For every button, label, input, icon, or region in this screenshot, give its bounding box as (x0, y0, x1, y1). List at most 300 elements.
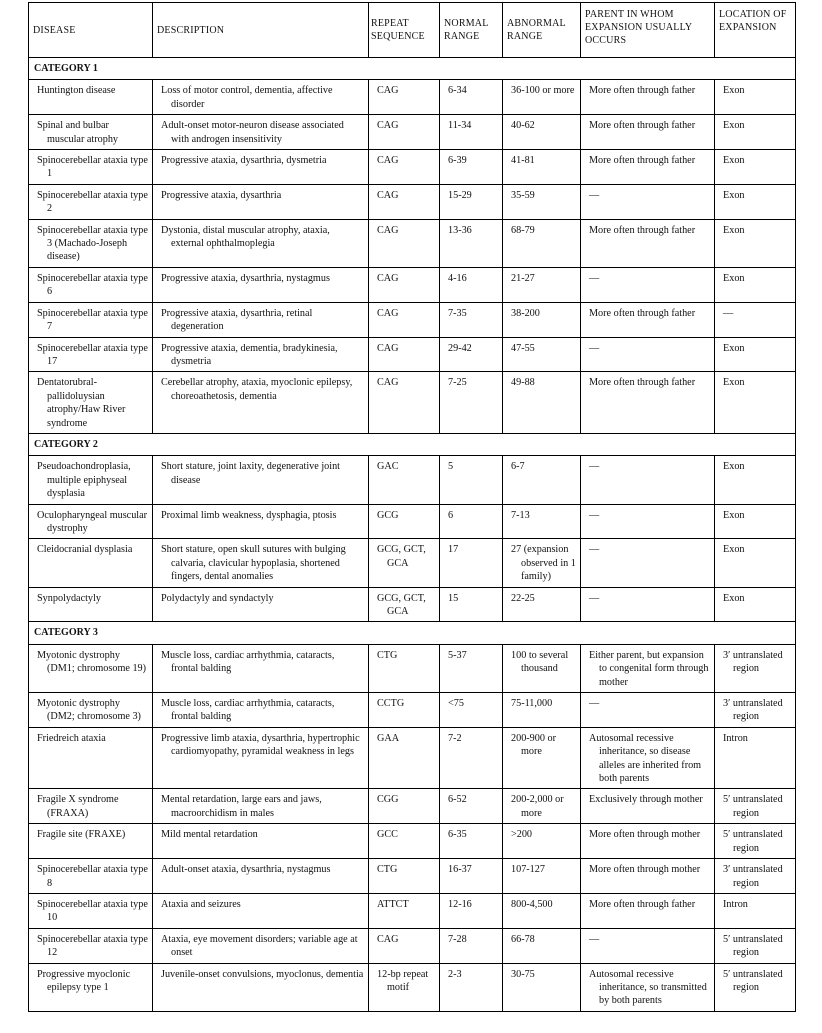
repeat-sequence-text: GAC (377, 461, 399, 473)
cell-location (715, 789, 796, 824)
cell-description (153, 587, 369, 622)
cell-description (153, 219, 369, 267)
category-label: CATEGORY 1 (29, 58, 796, 80)
location-text: Exon (723, 544, 745, 556)
table-row (29, 456, 796, 504)
table-row (29, 150, 796, 185)
repeat-sequence-text: GCC (377, 829, 398, 841)
cell-parent (581, 539, 715, 587)
parent-text: Exclusively through mother (589, 794, 703, 806)
cell-abnormal-range (503, 150, 581, 185)
disease-text: Spinocerebellar ataxia type 2 (37, 189, 148, 215)
cell-normal-range (440, 539, 503, 587)
parent-text: More often through father (589, 85, 696, 97)
cell-parent (581, 372, 715, 434)
cell-disease (29, 928, 153, 963)
header-row (29, 3, 796, 58)
parent-text: — (589, 461, 600, 473)
description-text: Proximal limb weakness, dysphagia, ptosis (161, 509, 337, 521)
location-text: Exon (723, 85, 745, 97)
cell-disease (29, 727, 153, 789)
cell-location (715, 219, 796, 267)
abnormal-range-text: 27 (expansion observed in 1 family) (511, 544, 576, 583)
disease-text: Spinal and bulbar muscular atrophy (37, 120, 119, 145)
cell-repeat-sequence (369, 644, 440, 692)
table-row (29, 963, 796, 1011)
cell-normal-range (440, 587, 503, 622)
description-text: Ataxia, eye movement disorders; variable age at onset (161, 933, 358, 959)
cell-normal-range (440, 184, 503, 219)
category-label: CATEGORY 3 (29, 622, 796, 644)
cell-abnormal-range (503, 963, 581, 1011)
parent-text: Autosomal recessive inheritance, so disease alleles are inherited from both parents (589, 732, 702, 785)
normal-range-text: 5 (448, 461, 454, 473)
location-text: Exon (723, 509, 745, 521)
cell-location (715, 824, 796, 859)
repeat-sequence-text: ATTCT (377, 898, 409, 910)
description-text: Short stature, joint laxity, degenerative joint disease (161, 461, 340, 486)
parent-text: — (589, 698, 600, 710)
repeat-sequence-text: GCG (377, 509, 399, 521)
cell-disease (29, 456, 153, 504)
cell-parent (581, 693, 715, 728)
normal-range-text: 15 (448, 592, 459, 604)
table-row (29, 644, 796, 692)
cell-parent (581, 859, 715, 894)
cell-location (715, 337, 796, 372)
parent-text: Autosomal recessive inheritance, so transmitted by both parents (589, 968, 707, 1007)
cell-repeat-sequence (369, 372, 440, 434)
table-row (29, 372, 796, 434)
table-row (29, 80, 796, 115)
header-abnormal-range: ABNORMAL RANGE (503, 3, 581, 58)
abnormal-range-text: 41-81 (511, 155, 535, 167)
parent-text: More often through father (589, 377, 696, 389)
category-row (29, 622, 796, 644)
normal-range-text: 7-35 (448, 307, 467, 319)
disease-text: Spinocerebellar ataxia type 17 (37, 342, 148, 367)
normal-range-text: 6 (448, 509, 454, 521)
cell-location (715, 539, 796, 587)
description-text: Progressive ataxia, dementia, bradykinesia, dysmetria (161, 342, 338, 367)
cell-abnormal-range (503, 928, 581, 963)
location-text: Exon (723, 224, 745, 236)
parent-text: — (589, 272, 600, 284)
description-text: Progressive ataxia, dysarthria, dysmetria (161, 155, 327, 167)
repeat-sequence-text: CAG (377, 85, 399, 97)
cell-repeat-sequence (369, 539, 440, 587)
repeat-sequence-text: CAG (377, 307, 399, 319)
location-text: Exon (723, 272, 745, 284)
repeat-sequence-text: CAG (377, 189, 399, 201)
cell-abnormal-range (503, 80, 581, 115)
cell-parent (581, 824, 715, 859)
normal-range-text: 17 (448, 544, 459, 556)
cell-parent (581, 219, 715, 267)
location-text: Intron (723, 898, 748, 910)
repeat-sequence-text: CCTG (377, 698, 405, 710)
cell-location (715, 115, 796, 150)
header-repeat-sequence: REPEAT SEQUENCE (369, 3, 440, 58)
abnormal-range-text: 6-7 (511, 461, 525, 473)
table-row (29, 115, 796, 150)
normal-range-text: 6-34 (448, 85, 467, 97)
description-text: Juvenile-onset convulsions, myoclonus, dementia (161, 968, 364, 980)
location-text: 3′ untranslated region (723, 649, 783, 675)
disease-text: Dentatorubral-pallidoluysian atrophy/Haw River syndrome (37, 377, 126, 429)
abnormal-range-text: 35-59 (511, 189, 535, 201)
abnormal-range-text: 100 to several thousand (511, 649, 569, 675)
cell-abnormal-range (503, 859, 581, 894)
normal-range-text: 6-35 (448, 829, 467, 841)
abnormal-range-text: 7-13 (511, 509, 530, 521)
cell-repeat-sequence (369, 184, 440, 219)
cell-disease (29, 963, 153, 1011)
disease-text: Spinocerebellar ataxia type 8 (37, 864, 148, 889)
cell-description (153, 372, 369, 434)
cell-normal-range (440, 456, 503, 504)
cell-repeat-sequence (369, 928, 440, 963)
disease-text: Pseudoachondroplasia, multiple epiphyseal dysplasia (37, 461, 131, 500)
cell-normal-range (440, 267, 503, 302)
cell-location (715, 893, 796, 928)
normal-range-text: 4-16 (448, 272, 467, 284)
table-row (29, 727, 796, 789)
cell-disease (29, 539, 153, 587)
cell-description (153, 727, 369, 789)
cell-disease (29, 789, 153, 824)
description-text: Adult-onset ataxia, dysarthria, nystagmus (161, 864, 331, 876)
repeat-sequence-text: CAG (377, 377, 399, 389)
cell-abnormal-range (503, 727, 581, 789)
description-text: Muscle loss, cardiac arrhythmia, cataracts, frontal balding (161, 698, 335, 723)
cell-normal-range (440, 727, 503, 789)
cell-parent (581, 337, 715, 372)
cell-description (153, 928, 369, 963)
cell-location (715, 80, 796, 115)
abnormal-range-text: 75-11,000 (511, 698, 553, 710)
description-text: Mild mental retardation (161, 829, 258, 841)
cell-normal-range (440, 302, 503, 337)
cell-description (153, 893, 369, 928)
abnormal-range-text: 21-27 (511, 272, 535, 284)
cell-description (153, 859, 369, 894)
disease-text: Oculopharyngeal muscular dystrophy (37, 509, 148, 534)
cell-normal-range (440, 115, 503, 150)
location-text: 3′ untranslated region (723, 698, 783, 723)
cell-repeat-sequence (369, 893, 440, 928)
header-description: DESCRIPTION (153, 3, 369, 58)
cell-location (715, 456, 796, 504)
description-text: Mental retardation, large ears and jaws, macroorchidism in males (161, 794, 322, 819)
cell-parent (581, 504, 715, 539)
normal-range-text: 7-2 (448, 732, 462, 744)
table-row (29, 693, 796, 728)
cell-description (153, 337, 369, 372)
disease-text: Spinocerebellar ataxia type 6 (37, 272, 148, 298)
cell-repeat-sequence (369, 80, 440, 115)
cell-location (715, 302, 796, 337)
table-row (29, 539, 796, 587)
cell-disease (29, 693, 153, 728)
parent-text: More often through father (589, 898, 696, 910)
cell-parent (581, 928, 715, 963)
cell-abnormal-range (503, 456, 581, 504)
cell-abnormal-range (503, 587, 581, 622)
cell-parent (581, 184, 715, 219)
abnormal-range-text: 40-62 (511, 120, 535, 132)
description-text: Short stature, open skull sutures with bulging calvaria, clavicular hypoplasia, shortened fingers, dental anomalies (161, 544, 346, 583)
cell-description (153, 824, 369, 859)
cell-abnormal-range (503, 219, 581, 267)
repeat-sequence-text: CAG (377, 224, 399, 236)
description-text: Cerebellar atrophy, ataxia, myoclonic epilepsy, choreoathetosis, dementia (161, 377, 353, 402)
location-text: 5′ untranslated region (723, 968, 783, 993)
cell-disease (29, 115, 153, 150)
header-normal-range: NORMAL RANGE (440, 3, 503, 58)
disease-text: Fragile site (FRAXE) (37, 829, 126, 841)
cell-disease (29, 504, 153, 539)
repeat-sequence-text: CAG (377, 272, 399, 284)
cell-normal-range (440, 789, 503, 824)
cell-parent (581, 456, 715, 504)
parent-text: — (589, 509, 600, 521)
cell-normal-range (440, 504, 503, 539)
normal-range-text: 7-25 (448, 377, 467, 389)
cell-parent (581, 80, 715, 115)
cell-disease (29, 644, 153, 692)
cell-abnormal-range (503, 504, 581, 539)
cell-description (153, 504, 369, 539)
cell-repeat-sequence (369, 219, 440, 267)
description-text: Progressive ataxia, dysarthria, nystagmus (161, 272, 330, 284)
location-text: Exon (723, 377, 745, 389)
cell-disease (29, 80, 153, 115)
description-text: Progressive ataxia, dysarthria, retinal degeneration (161, 307, 313, 333)
cell-repeat-sequence (369, 504, 440, 539)
cell-normal-range (440, 893, 503, 928)
cell-location (715, 859, 796, 894)
cell-abnormal-range (503, 789, 581, 824)
cell-parent (581, 644, 715, 692)
cell-description (153, 150, 369, 185)
cell-location (715, 150, 796, 185)
cell-description (153, 963, 369, 1011)
cell-description (153, 184, 369, 219)
disease-text: Spinocerebellar ataxia type 7 (37, 307, 148, 333)
cell-abnormal-range (503, 337, 581, 372)
table-row (29, 893, 796, 928)
cell-normal-range (440, 80, 503, 115)
table-row (29, 928, 796, 963)
repeat-sequence-text: GAA (377, 732, 400, 744)
cell-repeat-sequence (369, 587, 440, 622)
table-row (29, 302, 796, 337)
disease-text: Spinocerebellar ataxia type 1 (37, 155, 148, 180)
normal-range-text: 11-34 (448, 120, 472, 132)
disease-text: Spinocerebellar ataxia type 10 (37, 898, 148, 924)
table-row (29, 219, 796, 267)
normal-range-text: 15-29 (448, 189, 472, 201)
cell-abnormal-range (503, 539, 581, 587)
disease-text: Synpolydactyly (37, 592, 101, 604)
cell-repeat-sequence (369, 337, 440, 372)
cell-location (715, 267, 796, 302)
cell-normal-range (440, 963, 503, 1011)
cell-normal-range (440, 859, 503, 894)
cell-description (153, 789, 369, 824)
cell-normal-range (440, 150, 503, 185)
disease-text: Spinocerebellar ataxia type 3 (Machado-Joseph disease) (37, 224, 148, 263)
cell-location (715, 693, 796, 728)
table-row (29, 789, 796, 824)
cell-disease (29, 267, 153, 302)
abnormal-range-text: 200-900 or more (511, 732, 556, 758)
disease-text: Spinocerebellar ataxia type 12 (37, 933, 148, 959)
cell-description (153, 267, 369, 302)
normal-range-text: 6-39 (448, 155, 467, 167)
cell-parent (581, 302, 715, 337)
repeat-sequence-text: CTG (377, 864, 398, 876)
cell-normal-range (440, 644, 503, 692)
cell-parent (581, 115, 715, 150)
cell-location (715, 372, 796, 434)
abnormal-range-text: 200-2,000 or more (511, 794, 564, 819)
disease-text: Huntington disease (37, 85, 116, 97)
cell-location (715, 504, 796, 539)
table-row (29, 824, 796, 859)
repeat-sequence-text: CAG (377, 155, 399, 167)
repeat-sequence-text: GCG, GCT, GCA (377, 592, 426, 617)
category-label: CATEGORY 2 (29, 433, 796, 455)
cell-parent (581, 789, 715, 824)
cell-description (153, 80, 369, 115)
repeat-sequence-text: GCG, GCT, GCA (377, 544, 426, 569)
cell-normal-range (440, 824, 503, 859)
cell-abnormal-range (503, 302, 581, 337)
cell-abnormal-range (503, 644, 581, 692)
parent-text: — (589, 933, 600, 945)
cell-location (715, 727, 796, 789)
repeat-sequence-text: CAG (377, 120, 399, 132)
cell-description (153, 456, 369, 504)
cell-disease (29, 372, 153, 434)
parent-text: More often through father (589, 224, 696, 236)
disease-text: Myotonic dystrophy (DM1; chromosome 19) (37, 649, 147, 675)
header-disease: DISEASE (29, 3, 153, 58)
cell-repeat-sequence (369, 267, 440, 302)
repeat-sequence-text: CTG (377, 649, 398, 661)
cell-disease (29, 824, 153, 859)
cell-repeat-sequence (369, 859, 440, 894)
table-row (29, 504, 796, 539)
abnormal-range-text: 36-100 or more (511, 85, 575, 97)
location-text: Exon (723, 342, 745, 354)
normal-range-text: <75 (448, 698, 464, 710)
parent-text: Either parent, but expansion to congenital form through mother (589, 649, 709, 688)
table-row (29, 587, 796, 622)
cell-normal-range (440, 693, 503, 728)
repeat-sequence-text: CGG (377, 794, 399, 806)
table-row (29, 337, 796, 372)
cell-repeat-sequence (369, 963, 440, 1011)
cell-disease (29, 859, 153, 894)
cell-disease (29, 184, 153, 219)
normal-range-text: 5-37 (448, 649, 467, 661)
description-text: Progressive limb ataxia, dysarthria, hypertrophic cardiomyopathy, pyramidal weakness in legs (161, 732, 360, 758)
parent-text: — (589, 189, 600, 201)
description-text: Ataxia and seizures (161, 898, 241, 910)
cell-abnormal-range (503, 824, 581, 859)
parent-text: — (589, 592, 600, 604)
category-row (29, 58, 796, 80)
cell-parent (581, 587, 715, 622)
parent-text: More often through father (589, 120, 696, 132)
location-text: 5′ untranslated region (723, 794, 783, 819)
description-text: Dystonia, distal muscular atrophy, ataxia, external ophthalmoplegia (161, 224, 330, 250)
cell-disease (29, 337, 153, 372)
abnormal-range-text: 107-127 (511, 864, 545, 876)
location-text: Intron (723, 732, 748, 744)
cell-description (153, 644, 369, 692)
cell-normal-range (440, 337, 503, 372)
abnormal-range-text: 66-78 (511, 933, 535, 945)
disease-text: Myotonic dystrophy (DM2; chromosome 3) (37, 698, 141, 723)
cell-parent (581, 963, 715, 1011)
cell-normal-range (440, 928, 503, 963)
normal-range-text: 12-16 (448, 898, 472, 910)
location-text: 5′ untranslated region (723, 933, 783, 959)
disease-text: Fragile X syndrome (FRAXA) (37, 794, 119, 819)
header-location: LOCATION OF EXPANSION (715, 3, 796, 58)
abnormal-range-text: >200 (511, 829, 533, 841)
category-row (29, 433, 796, 455)
table-body (29, 58, 796, 1012)
cell-location (715, 928, 796, 963)
location-text: 3′ untranslated region (723, 864, 783, 889)
abnormal-range-text: 800-4,500 (511, 898, 553, 910)
cell-repeat-sequence (369, 115, 440, 150)
cell-repeat-sequence (369, 789, 440, 824)
table-row (29, 859, 796, 894)
abnormal-range-text: 49-88 (511, 377, 535, 389)
disease-text: Cleidocranial dysplasia (37, 544, 133, 556)
parent-text: — (589, 544, 600, 556)
abnormal-range-text: 68-79 (511, 224, 535, 236)
table-row (29, 184, 796, 219)
description-text: Loss of motor control, dementia, affective disorder (161, 85, 333, 110)
normal-range-text: 16-37 (448, 864, 472, 876)
cell-abnormal-range (503, 115, 581, 150)
cell-parent (581, 727, 715, 789)
cell-description (153, 539, 369, 587)
description-text: Polydactyly and syndactyly (161, 592, 274, 604)
parent-text: — (589, 342, 600, 354)
cell-location (715, 184, 796, 219)
cell-disease (29, 219, 153, 267)
cell-description (153, 693, 369, 728)
cell-normal-range (440, 219, 503, 267)
cell-repeat-sequence (369, 150, 440, 185)
cell-parent (581, 150, 715, 185)
normal-range-text: 2-3 (448, 968, 462, 980)
cell-disease (29, 302, 153, 337)
repeat-sequence-text: CAG (377, 342, 399, 354)
cell-abnormal-range (503, 267, 581, 302)
cell-abnormal-range (503, 184, 581, 219)
cell-repeat-sequence (369, 456, 440, 504)
location-text: Exon (723, 120, 745, 132)
